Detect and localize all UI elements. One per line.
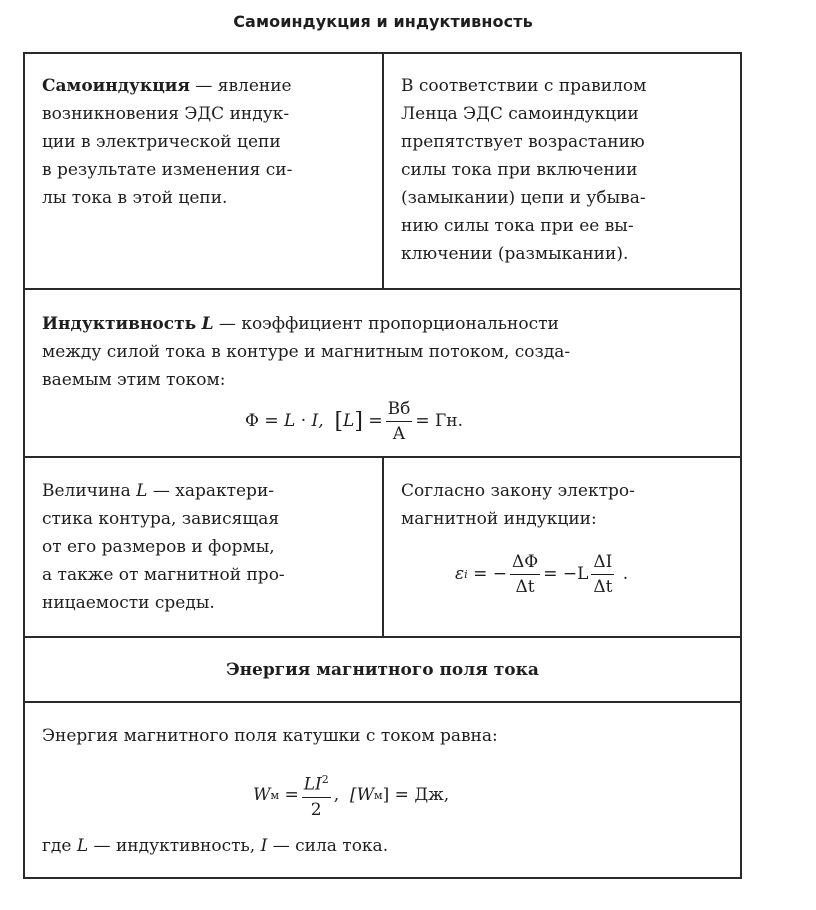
- lenz-line-5: (замыкании) цепи и убыва-: [401, 188, 646, 208]
- energy-section-header: Энергия магнитного поля тока: [226, 660, 539, 680]
- page-title: Самоиндукция и индуктивность: [233, 12, 533, 31]
- self-induction-line-2: возникновения ЭДС индук-: [42, 104, 290, 124]
- weber-per-ampere-fraction: $\frac{Вб}{А}$: [387, 398, 411, 444]
- inductance-line-2: между силой тока в контуре и магнитным потоком, созда-: [42, 342, 571, 362]
- lenz-line-7: ключении (размыкании).: [401, 244, 629, 264]
- value-L-line-4: а также от магнитной про-: [42, 565, 285, 585]
- faraday-cell: [401, 477, 725, 533]
- table-divider: [25, 288, 740, 290]
- inductance-line-1: Индуктивность L — коэффициент пропорциональности: [42, 314, 559, 334]
- lenz-rule-cell: [401, 72, 725, 268]
- flux-change-fraction: $\frac{\Delta\Phi}{\Delta t}$: [511, 551, 539, 597]
- value-L-line-3: от его размеров и формы,: [42, 537, 275, 557]
- lenz-line-2: Ленца ЭДС самоиндукции: [401, 104, 639, 124]
- inductance-term: Индуктивность: [42, 314, 197, 334]
- lenz-line-4: силы тока при включении: [401, 160, 638, 180]
- energy-formula: W м = $\frac{LI^2}{2}$ , [W м ] = Дж,: [253, 764, 449, 826]
- value-L-line-5: ницаемости среды.: [42, 593, 215, 613]
- self-induction-term: Самоиндукция: [42, 76, 190, 96]
- faraday-line-1: Согласно закону электро-: [401, 481, 635, 501]
- faraday-formula: ε i = − $\frac{\Delta\Phi}{\Delta t}$ = −L $\frac{\Delta I}{\Delta t}$ .: [455, 551, 629, 597]
- self-induction-line-5: лы тока в этой цепи.: [42, 188, 228, 208]
- inductance-line-3: ваемым этим током:: [42, 370, 226, 390]
- energy-intro: Энергия магнитного поля катушки с током равна:: [42, 726, 498, 746]
- self-induction-line-3: ции в электрической цепи: [42, 132, 281, 152]
- inductance-formula: Φ = L · I, [ L ] = $\frac{Вб}{А}$ = Гн.: [245, 398, 463, 444]
- column-divider: [382, 54, 384, 288]
- column-divider: [382, 456, 384, 636]
- value-L-line-1: Величина L — характери-: [42, 481, 275, 501]
- energy-fraction: $\frac{LI^2}{2}$: [302, 770, 331, 820]
- inductance-cell: [42, 310, 725, 394]
- lenz-line-1: В соответствии с правилом: [401, 76, 647, 96]
- lenz-line-3: препятствует возрастанию: [401, 132, 645, 152]
- info-table: [23, 52, 742, 879]
- faraday-line-2: магнитной индукции:: [401, 509, 597, 529]
- self-induction-line-1: Самоиндукция — явление: [42, 76, 292, 96]
- lenz-line-6: нию силы тока при ее вы-: [401, 216, 634, 236]
- self-induction-line-4: в результате изменения си-: [42, 160, 293, 180]
- value-L-line-2: стика контура, зависящая: [42, 509, 280, 529]
- self-induction-cell: [42, 72, 366, 212]
- value-L-cell: [42, 477, 366, 617]
- energy-footer: где L — индуктивность, I — сила тока.: [42, 836, 389, 856]
- current-change-fraction: $\frac{\Delta I}{\Delta t}$: [593, 551, 613, 597]
- inductance-symbol: L: [201, 314, 214, 334]
